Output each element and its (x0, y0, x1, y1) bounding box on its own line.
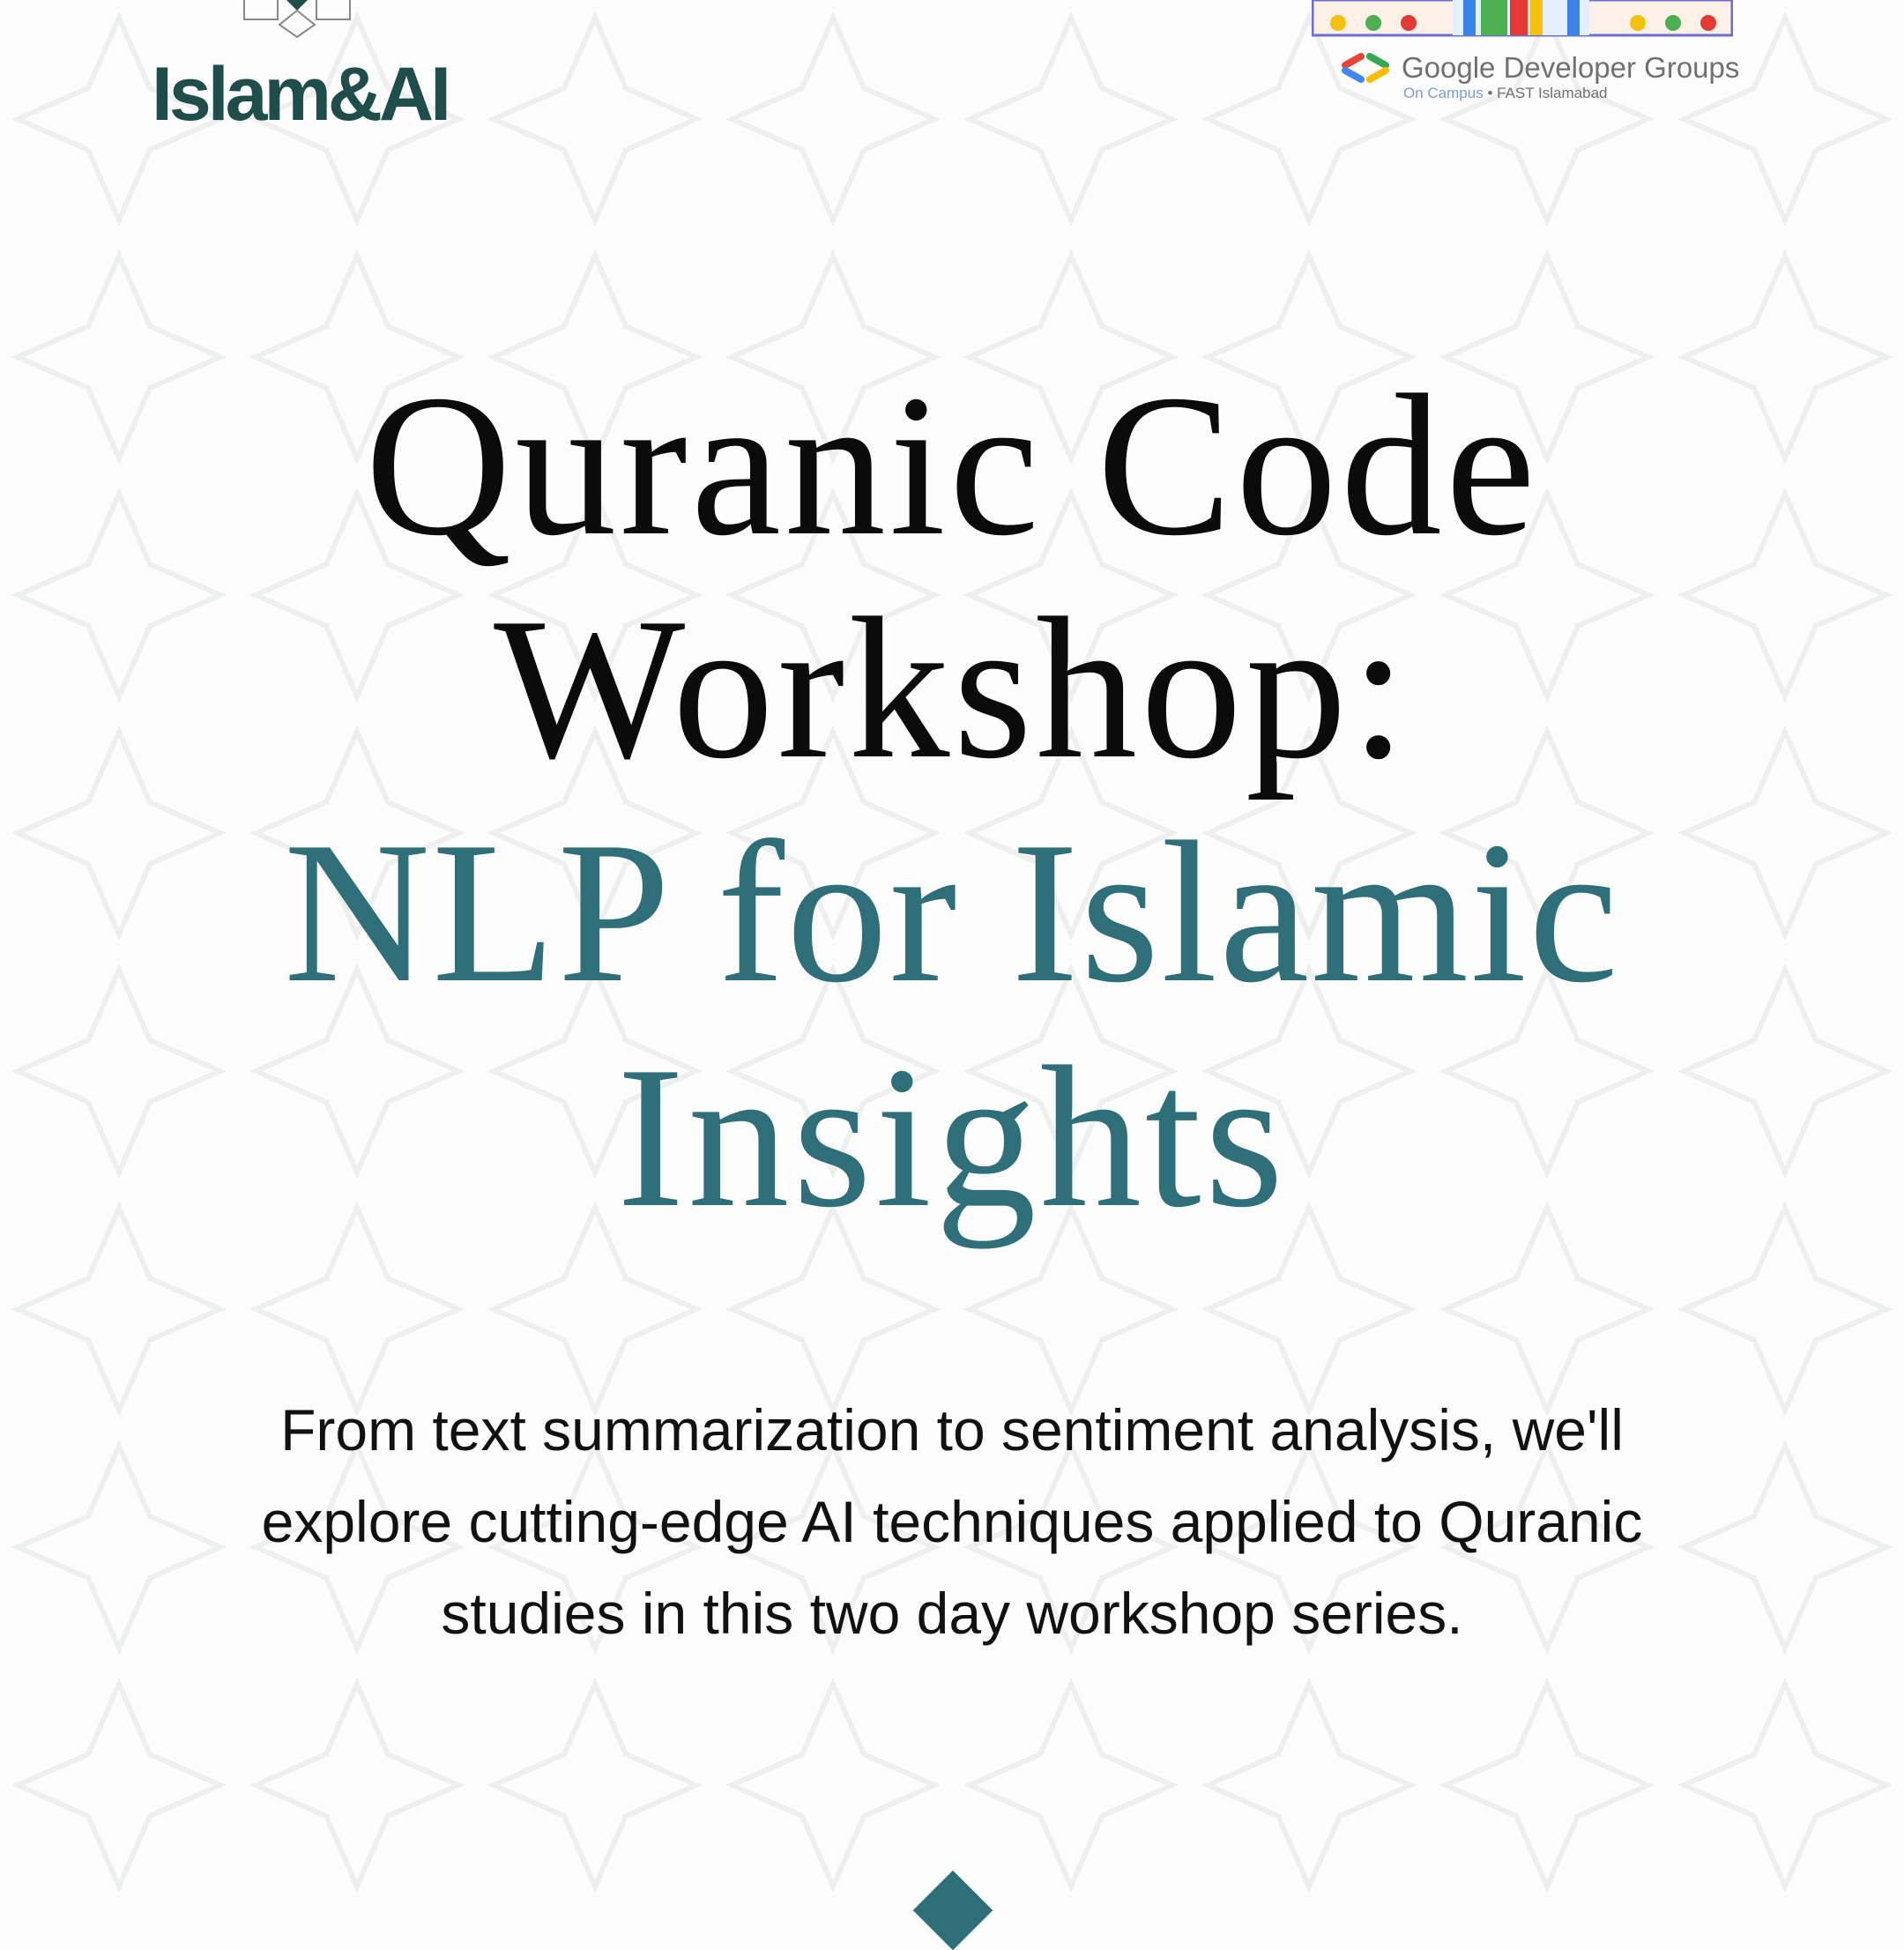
description (35, 1384, 1869, 1659)
gdg-campus-label: On Campus (1403, 85, 1484, 101)
gdg-logo-subtitle (1403, 85, 1607, 102)
title-line-1: Quranic Code (365, 353, 1539, 577)
gdg-location-label: FAST Islamabad (1497, 85, 1608, 101)
islam-ai-logo-icon (240, 0, 354, 39)
subtitle-line-1: NLP for Islamic (283, 800, 1621, 1024)
gdg-brackets-icon (1338, 53, 1393, 85)
gdg-separator: • (1487, 85, 1493, 101)
gdg-logo-title: Google Developer Groups (1402, 51, 1740, 84)
description-line-2: explore cutting-edge AI techniques applied to Quranic (261, 1489, 1643, 1554)
islam-ai-logo: Islam&AI (152, 52, 449, 137)
description-line-3: studies in this two day workshop series. (441, 1581, 1463, 1646)
title-line-2: Workshop: (494, 576, 1410, 800)
subtitle-line-2: Insights (616, 1024, 1288, 1249)
description-line-1: From text summarization to sentiment analysis, we'll (280, 1397, 1624, 1462)
gdg-banner-graphic (1312, 0, 1733, 37)
